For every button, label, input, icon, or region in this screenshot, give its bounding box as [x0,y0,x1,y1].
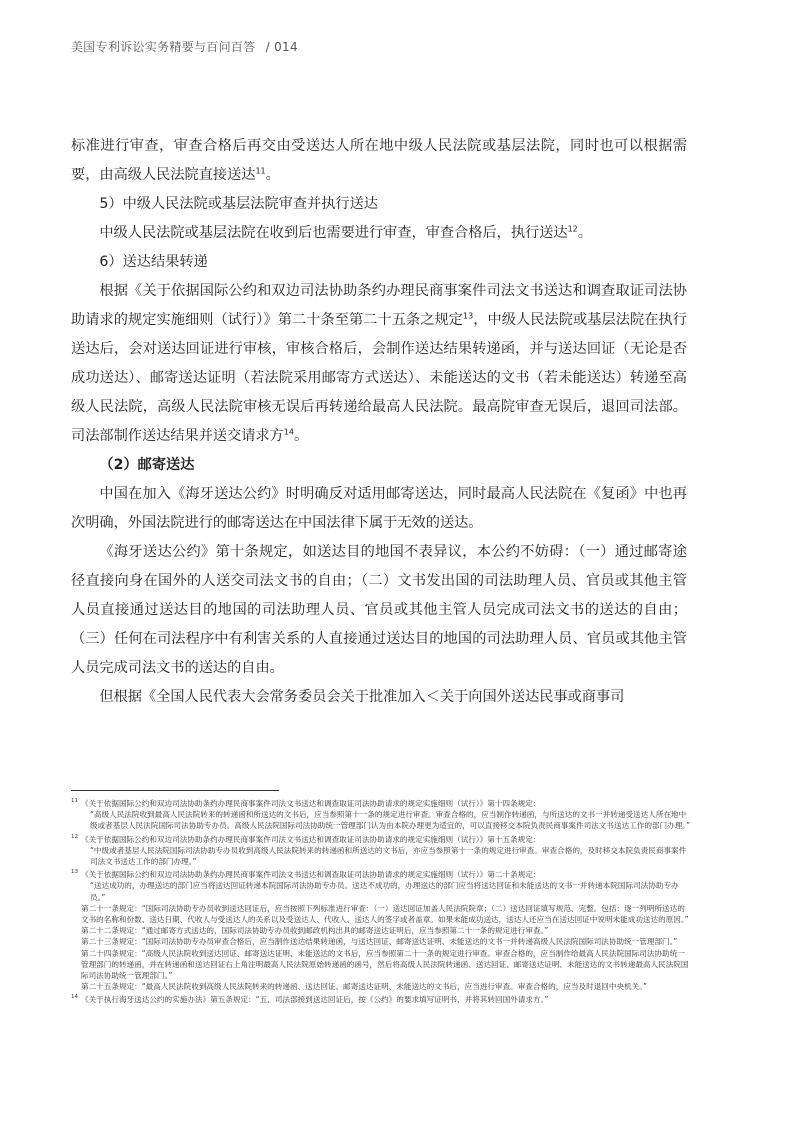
footnote-13-article-22: 第二十二条规定：“通过邮寄方式送达的，国际司法协助专办员收到邮政机构出具的邮寄送达证明后，应当参照第二十一条的规定进行审查。” [81,926,549,936]
footnote-13-article-21: 第二十一条规定：“国际司法协助专办员收到送达回证后，应当按照下列标准进行审查：（一）送达回证加盖人民法院院章；（二）送达回证填写规范、完整。包括：逐一列明所送达的文书的名称和份数、送达日期、代收人与受送达人的关系以及受送达人、代收人、送达人的签字或者盖章。如果未能成功送达，送达人还应当在送达回证中说明未能成功送达的原因。” [81,903,689,925]
footnote-13: 13 《关于依据国际公约和双边司法协助条约办理民商事案件司法文书送达和调查取证司法协助请求的规定实施细则（试行）》第二十条规定： “送达成功的，办理送达的部门应当将送达回证转递本院国际司法协助专办员。送达不成功的，办理送达的部门应当将送达回证和未能送达的文书一并转递本院国际司法协助专办员。” 第二十一条规定：“国际司法协助专办员收到送达回证后，应当按照下列标准进行审查：（一）送达回证加盖人民法院院章；（二）送达回证填写规范、完整。包括：逐一列明所送达的文书的名称和份数、送达日期、代收人与受送达人的关系以及受送达人、代收人、送达人的签字或者盖章。如果未能成功送达，送达人还应当在送达回证中说明未能成功送达的原因。” 第二十二条规定：“通过邮寄方式送达的，国际司法协助专办员收到邮政机构出具的邮寄送达证明后，应当参照第二十一条的规定进行审查。” 第二十三条规定：“国际司法协助专办员审查合格后，应当制作送达结果转递函，与送达回证、邮寄送达证明、未能送达的文书一并转递高级人民法院国际司法协助统一管理部门。” 第二十四条规定：“高级人民法院收到送达回证、邮寄送达证明、未能送达的文书后，应当参照第二十一条的规定进行审查。审查合格的，应当制作给最高人民法院国际司法协助统一管理部门的转递函，并在转递函和送达回证右上角注明最高人民法院原始转递函的函号，然后将高级人民法院转递函、送达回证、邮寄送达证明、未能送达的文书转递最高人民法院国际司法协助统一管理部门。” 第二十五条规定：“最高人民法院收到高级人民法院转来的转递函、送达回证、邮寄送达证明、未能送达的文书后，应当进行审查。审查合格的，应当及时退回中央机关。” [71,869,691,992]
page-number: 014 [274,40,298,54]
paragraph-4: 中国在加入《海牙送达公约》时明确反对适用邮寄送达，同时最高人民法院在《复函》中也再次明确，外国法院进行的邮寄送达在中国法律下属于无效的送达。 [71,486,687,531]
footnote-11: 11 《关于依据国际公约和双边司法协助条约办理民商事案件司法文书送达和调查取证司法协助请求的规定实施细则（试行）》第十四条规定： “高级人民法院收到最高人民法院转来的转递函和所送达的文书后，应当参照第十一条的规定进行审查。审查合格的，应当制作转递函，与所送达的文书一并转递受送达人所在地中级或者基层人民法院国际司法协助专办员。高级人民法院国际司法协助统一管理部门认为由本院办理更为适宜的，可以直接移交本院负责民商事案件司法文书送达工作的部门办理。” [71,798,691,831]
header-separator: / [265,40,270,54]
footnote-ref-13[interactable]: 13 [463,311,474,321]
footnote-13-article-25: 第二十五条规定：“最高人民法院收到高级人民法院转来的转递函、送达回证、邮寄送达证明、未能送达的文书后，应当进行审查。审查合格的，应当及时退回中央机关。” [81,982,647,992]
paragraph-5: 《海牙送达公约》第十条规定，如送达目的地国不表异议，本公约不妨碍：（一）通过邮寄途径直接向身在国外的人送交司法文书的自由；（二）文书发出国的司法助理人员、官员或其他主管人员直接通过送达目的地国的司法助理人员、官员或其他主管人员完成司法文书的送达的自由；（三）任何在司法程序中有利害关系的人直接通过送达目的地国的司法助理人员、官员或其他主管人员完成司法文书的送达的自由。 [71,544,687,676]
paragraph-3: 根据《关于依据国际公约和双边司法协助条约办理民商事案件司法文书送达和调查取证司法协助请求的规定实施细则（试行）》第二十条至第二十五条之规定$^{13}$，中级人民法院或基层法院在执行送达后，会对送达回证进行审核，审核合格后，会制作送达结果转递函，并与送达回证（无论是否成功送达）、邮寄送达证明（若法院采用邮寄方式送达）、未能送达的文书（若未能送达）转递至高级人民法院，高级人民法院审核无误后再转递给最高人民法院。最高院审查无误后，退回司法部。司法部制作送达结果并送交请求方$^{14}$。 [71,283,687,444]
running-header [71,38,298,55]
footnote-ref-12[interactable]: 12 [567,224,578,234]
footnote-12: 12 《关于依据国际公约和双边司法协助条约办理民商事案件司法文书送达和调查取证司法协助请求的规定实施细则（试行）》第十五条规定： “中级或者基层人民法院国际司法协助专办员收到高级人民法院转来的转递函和所送达的文书后，亦应当参照第十一条的规定进行审查。审查合格的，及时移交本院负责民商事案件司法文书送达工作的部门办理。” [71,833,687,867]
footnote-number: 12 [71,833,78,840]
heading-5: 5）中级人民法院或基层法院审查并执行送达 [99,196,378,212]
footnote-number: 13 [71,869,78,876]
footnote-ref-14[interactable]: 14 [283,427,295,437]
footnote-number: 11 [71,798,78,804]
heading-6: 6）送达结果转递 [99,254,208,270]
footnote-divider [71,790,279,791]
body-text [71,132,687,712]
paragraph-1: 标准进行审查，审查合格后再交由受送达人所在地中级人民法院或基层法院，同时也可以根据需要，由高级人民法院直接送达$^{11}$。 [71,138,687,183]
footnote-13-article-23: 第二十三条规定：“国际司法协助专办员审查合格后，应当制作送达结果转递函，与送达回证、邮寄送达证明、未能送达的文书一并转递高级人民法院国际司法协助统一管理部门。” [81,937,678,947]
footnote-number: 14 [71,994,78,1001]
footnotes [71,798,691,1008]
paragraph-2: 中级人民法院或基层法院在收到后也需要进行审查，审查合格后，执行送达$^{12}$。 [99,224,592,241]
footnote-13-article-24: 第二十四条规定：“高级人民法院收到送达回证、邮寄送达证明、未能送达的文书后，应当参照第二十一条的规定进行审查。审查合格的，应当制作给最高人民法院国际司法协助统一管理部门的转递函，并在转递函和送达回证右上角注明最高人民法院原始转递函的函号，然后将高级人民法院转递函、送达回证、邮寄送达证明、未能送达的文书转递最高人民法院国际司法协助统一管理部门。” [81,948,689,981]
footnote-14: 14 《关于执行海牙送达公约的实施办法》第五条规定：“五、司法部接到送达回证后，按《公约》的要求填写证明书、并将其转回国外请求方。” [71,994,549,1005]
footnote-ref-11[interactable]: 11 [255,166,266,176]
heading-mail-service: （2）邮寄送达 [99,457,195,473]
paragraph-6: 但根据《全国人民代表大会常务委员会关于批准加入＜关于向国外送达民事或商事司 [99,689,625,705]
running-title: 美国专利诉讼实务精要与百问百答 [71,40,256,54]
